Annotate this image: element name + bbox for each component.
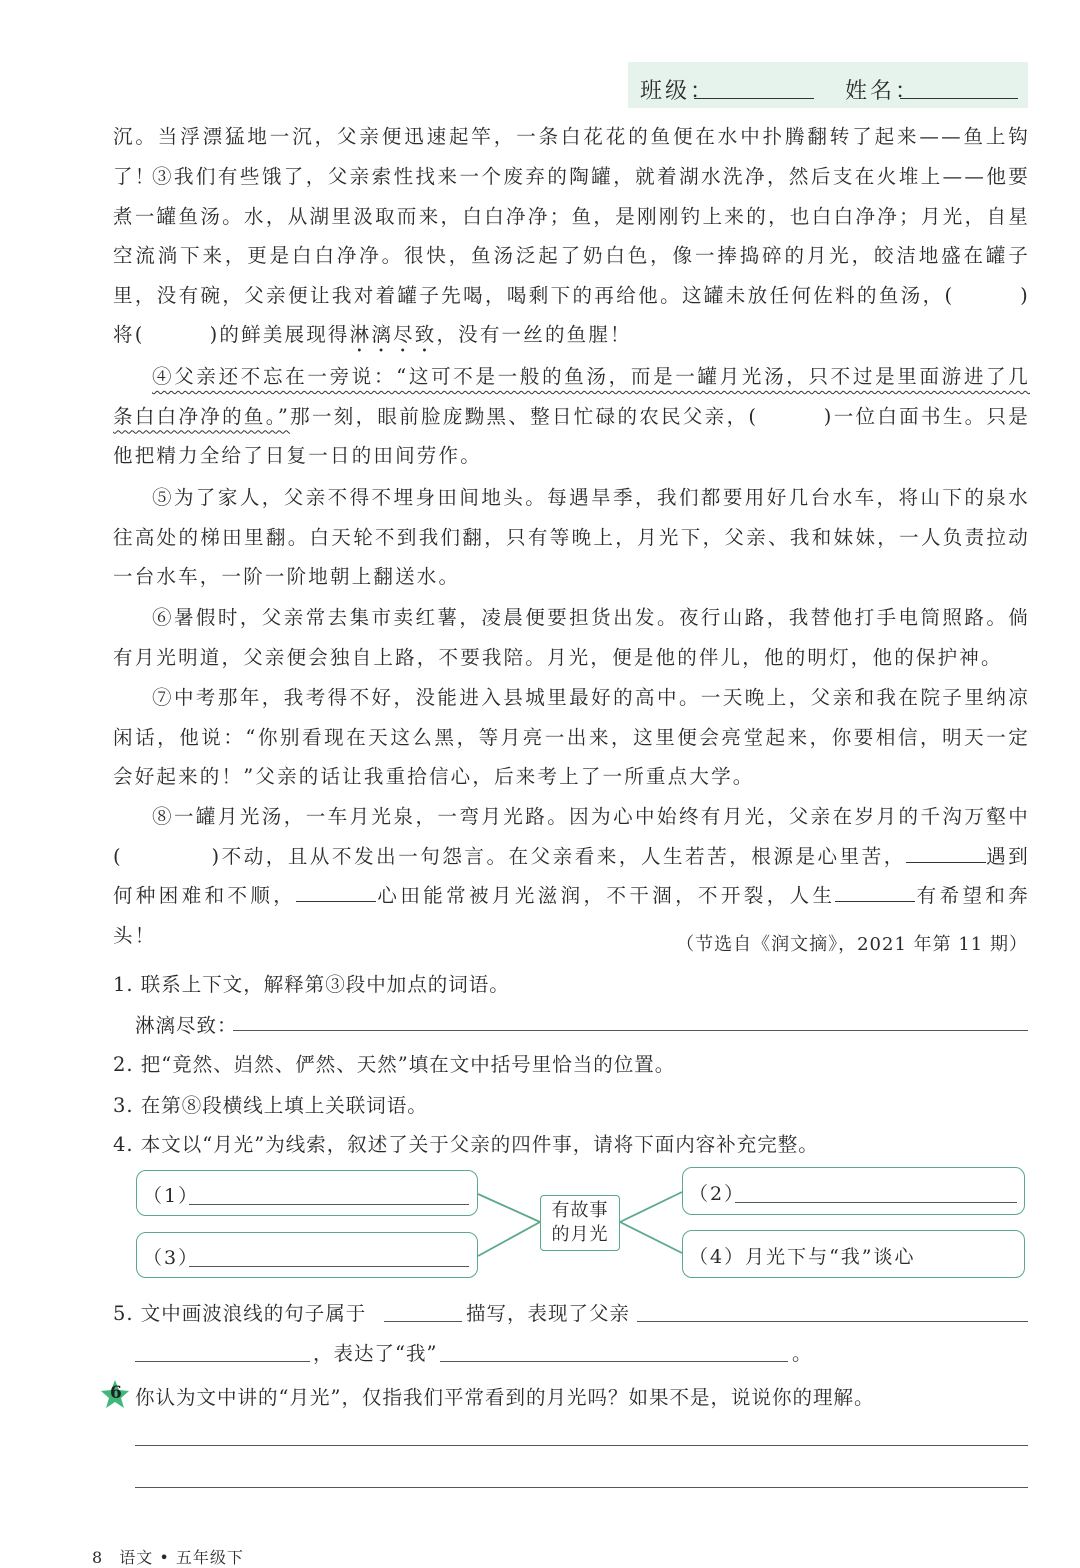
- event-box-2-line[interactable]: [735, 1202, 1017, 1203]
- center-topic-box: [540, 1195, 620, 1251]
- event-box-4: [682, 1230, 1025, 1278]
- answer-line-q5-type[interactable]: [384, 1321, 462, 1322]
- event-box-1[interactable]: [136, 1170, 478, 1216]
- paragraph-3-end: ，没有一丝的鱼腥！: [436, 323, 632, 346]
- answer-line-q5-feeling[interactable]: [440, 1361, 788, 1362]
- question-1: 1. 联系上下文，解释第③段中加点的词语。: [113, 973, 510, 996]
- dotted-word: 淋漓尽致: [349, 323, 437, 346]
- answer-line-q6-1[interactable]: [135, 1445, 1028, 1446]
- event-box-1-line[interactable]: [189, 1204, 469, 1205]
- event-box-2[interactable]: [682, 1167, 1025, 1215]
- question-2: 2. 把“竟然、岿然、俨然、天然”填在文中括号里恰当的位置。: [113, 1053, 676, 1076]
- source-citation: （节选自《润文摘》，2021 年第 11 期）: [676, 934, 1028, 955]
- answer-line-q5-father[interactable]: [637, 1321, 1028, 1322]
- question-5-part-b: 描写，表现了父亲: [466, 1302, 631, 1325]
- class-label: 班级：: [640, 79, 716, 104]
- center-topic-line-2: 的月光: [551, 1224, 609, 1245]
- paragraph-4-text: 那一刻，眼前脸庞黝黑、整日忙碌的农民父亲，( )一位白面书生。只是他把精力全给了日复一日的田间劳作。: [113, 404, 1030, 467]
- paragraph-3-text: ③我们有些饿了，父亲索性找来一个废弃的陶罐，就着湖水洗净，然后支在火堆上——他要煮一罐鱼汤。水，从湖里汲取而来，白白净净；鱼，是刚刚钓上来的，也白白净净；月光，自星空流淌下来，更是白白净净。很快，鱼汤泛起了奶白色，像一捧捣碎的月光，皎洁地盛在罐子里，没有碗，父亲便让我对着罐子先喝，喝剩下的再给他。这罐未放任何佐料的鱼汤，( )将( )的鲜美展现得: [113, 165, 1030, 346]
- event-box-3-label: （3）: [143, 1247, 200, 1269]
- question-6-number: 6: [110, 1383, 122, 1403]
- question-5-part-c: ，表达了“我”: [313, 1342, 438, 1365]
- event-box-4-label: （4）月光下与“我”谈心: [689, 1246, 916, 1268]
- name-label: 姓名：: [845, 79, 921, 104]
- paragraph-8-text-b: 遇到何种困难和不顺，: [113, 844, 1030, 907]
- answer-line-q6-2[interactable]: [135, 1487, 1028, 1488]
- paragraph-5: ⑤为了家人，父亲不得不埋身田间地头。每遇旱季，我们都要用好几台水车，将山下的泉水往高处的梯田里翻。白天轮不到我们翻，只有等晚上，月光下，父亲、我和妹妹，一人负责拉动一台水车，一阶一阶地朝上翻送水。: [113, 486, 1030, 588]
- question-5-part-d: 。: [792, 1342, 813, 1365]
- event-box-1-label: （1）: [143, 1185, 200, 1207]
- page-number: 8: [92, 1548, 104, 1567]
- answer-line-q5-father-cont[interactable]: [135, 1361, 310, 1362]
- question-5-part-a: 5. 文中画波浪线的句子属于: [113, 1302, 367, 1325]
- question-1-word: 淋漓尽致：: [135, 1014, 238, 1037]
- event-box-2-label: （2）: [689, 1183, 746, 1205]
- event-box-3-line[interactable]: [189, 1266, 469, 1267]
- paragraph-8-text-d: 有希望和奔头！: [113, 884, 1030, 947]
- subject-label: 语文 • 五年级下: [119, 1548, 244, 1567]
- question-6: 你认为文中讲的“月光”，仅指我们平常看到的月光吗？如果不是，说说你的理解。: [135, 1386, 875, 1409]
- event-box-3[interactable]: [136, 1232, 478, 1278]
- question-3: 3. 在第⑧段横线上填上关联词语。: [113, 1094, 428, 1117]
- paragraph-8-text-a: ⑧一罐月光汤，一车月光泉，一弯月光路。因为心中始终有月光，父亲在岁月的千沟万壑中( )不动，且从不发出一句怨言。在父亲看来，人生若苦，根源是心里苦，: [113, 805, 1030, 868]
- wavy-sentence: ④父亲还不忘在一旁说：“这可不是一般的鱼汤，而是一罐月光汤，只不过是里面游进了几条白白净净的鱼。”: [113, 365, 1030, 428]
- center-topic-line-1: 有故事: [551, 1200, 609, 1221]
- question-4: 4. 本文以“月光”为线索，叙述了关于父亲的四件事，请将下面内容补充完整。: [113, 1133, 819, 1156]
- paragraph-6: ⑥暑假时，父亲常去集市卖红薯，凌晨便要担货出发。夜行山路，我替他打手电筒照路。倘有月光明道，父亲便会独自上路，不要我陪。月光，便是他的伴儿，他的明灯，他的保护神。: [113, 606, 1030, 669]
- paragraph-8-text-c: 心田能常被月光滋润，不干涸，不开裂，人生: [376, 884, 836, 907]
- paragraph-7: ⑦中考那年，我考得不好，没能进入县城里最好的高中。一天晚上，父亲和我在院子里纳凉闲话，他说：“你别看现在天这么黑，等月亮一出来，这里便会亮堂起来，你要相信，明天一定会好起来的！”父亲的话让我重拾信心，后来考上了一所重点大学。: [113, 686, 1030, 788]
- paragraph-continued: 沉。当浮漂猛地一沉，父亲便迅速起竿，一条白花花的鱼便在水中扑腾翻转了起来——鱼上钩了！: [113, 125, 1030, 188]
- page-footer: [92, 1545, 244, 1568]
